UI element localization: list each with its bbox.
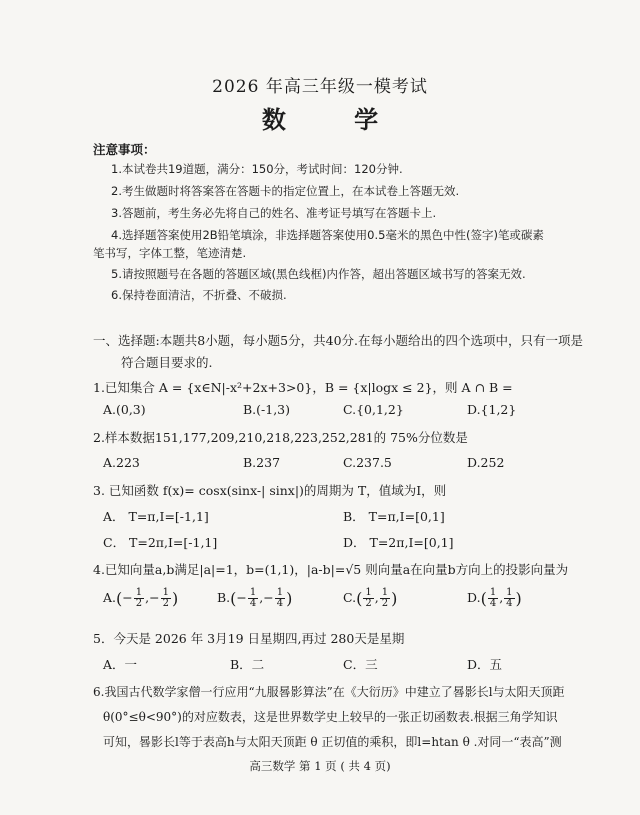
q1-option-c: C.{0,1,2} [343, 402, 404, 417]
question-5-stem: 5．今天是 2026 年 3月19 日星期四,再过 280天是星期 [93, 631, 405, 646]
fraction: $\frac{1}{2}$ [365, 587, 372, 609]
notice-item: 2.考生做题时将答案答在答题卡的指定位置上，在本试卷上答题无效. [111, 184, 460, 198]
question-1-stem: 1.已知集合 A = {x∈N|-x²+2x+3>0}，B = {x|logx ≤ 2}，则 A ∩ B = [93, 380, 513, 395]
q2-option-a: A.223 [103, 455, 140, 470]
fraction: $\frac{1}{4}$ [249, 587, 257, 609]
option-label: C. [343, 590, 357, 605]
exam-subject: 数 学 [261, 105, 409, 134]
option-label: A. [103, 590, 117, 605]
fraction: $\frac{1}{2}$ [135, 587, 143, 609]
question-3-stem: 3. 已知函数 f(x)= cosx(sinx-| sinx|)的周期为 T，值域为I，则 [93, 483, 447, 498]
q5-option-a: A．一 [103, 657, 138, 672]
q2-option-d: D.252 [467, 455, 505, 470]
q4-option-d: D.( $\frac{1}{4}$ , $\frac{1}{4}$ ) [467, 587, 522, 609]
y-sign: − [149, 590, 160, 605]
q1-option-a: A.(0,3) [103, 402, 146, 417]
question-6-line-3: 可知，晷影长l等于表高h与太阳天顶距 θ 正切值的乘积，即l=htan θ .对同一“表高”测 [103, 735, 562, 749]
q5-option-d: D．五 [467, 657, 503, 672]
q2-option-c: C.237.5 [343, 455, 392, 470]
question-6-line-1: 6.我国古代数学家僧一行应用“九服晷影算法”在《大衍历》中建立了晷影长l与太阳天顶距 [93, 685, 565, 699]
fraction: $\frac{1}{4}$ [276, 587, 284, 609]
option-label: B. [217, 590, 231, 605]
exam-title: 2026 年高三年级一模考试 [212, 77, 428, 97]
question-4-stem: 4.已知向量a,b满足|a|=1，b=(1,1)，|a-b|=√5 则向量a在向量b方向上的投影向量为 [93, 562, 569, 577]
fraction: $\frac{1}{4}$ [489, 587, 497, 609]
q5-option-c: C．三 [343, 657, 378, 672]
q4-option-b: B.(− $\frac{1}{4}$ ,− $\frac{1}{4}$ ) [217, 587, 293, 609]
section-heading: 一、选择题:本题共8小题，每小题5分，共40分.在每小题给出的四个选项中，只有一项是 [93, 333, 583, 348]
q2-option-b: B.237 [243, 455, 281, 470]
notice-item: 5.请按照题号在各题的答题区域(黑色线框)内作答，超出答题区域书写的答案无效. [111, 267, 526, 281]
q3-option-a: A． T=π,I=[-1,1] [103, 509, 209, 524]
x-sign: − [122, 590, 133, 605]
y-sign: − [263, 590, 274, 605]
notice-item: 6.保持卷面清洁，不折叠、不破损. [111, 288, 287, 302]
q3-option-d: D． T=2π,I=[0,1] [343, 535, 454, 550]
q3-option-c: C． T=2π,I=[-1,1] [103, 535, 218, 550]
q1-option-d: D.{1,2} [467, 402, 517, 417]
option-label: D. [467, 590, 481, 605]
fraction: $\frac{1}{4}$ [506, 587, 513, 609]
question-6-line-2: θ(0°≤θ<90°)的对应数表，这是世界数学史上较早的一张正切函数表.根据三角学知识 [103, 710, 558, 724]
notice-item: 4.选择题答案使用2B铅笔填涂，非选择题答案使用0.5毫米的黑色中性(签字)笔或碳素 [111, 228, 544, 242]
notice-item: 3.答题前，考生务必先将自己的姓名、准考证号填写在答题卡上. [111, 206, 437, 220]
question-2-stem: 2.样本数据151,177,209,210,218,223,252,281的 75%分位数是 [93, 430, 468, 445]
q5-option-b: B．二 [230, 657, 265, 672]
q4-option-c: C.( $\frac{1}{2}$ , $\frac{1}{2}$ ) [343, 587, 398, 609]
fraction: $\frac{1}{2}$ [381, 587, 389, 609]
notice-item: 笔书写，字体工整，笔迹清楚. [93, 246, 247, 260]
notice-item: 1.本试卷共19道题，满分：150分，考试时间：120分钟. [111, 162, 403, 176]
notice-heading: 注意事项： [93, 142, 156, 157]
x-sign: − [236, 590, 247, 605]
q1-option-b: B.(-1,3) [243, 402, 291, 417]
page-footer: 高三数学 第 1 页 ( 共 4 页) [249, 759, 391, 773]
q3-option-b: B． T=π,I=[0,1] [343, 509, 445, 524]
q4-option-a: A.(− $\frac{1}{2}$ ,− $\frac{1}{2}$ ) [103, 587, 179, 609]
fraction: $\frac{1}{2}$ [162, 587, 169, 609]
section-heading-cont: 符合题目要求的. [121, 355, 213, 370]
